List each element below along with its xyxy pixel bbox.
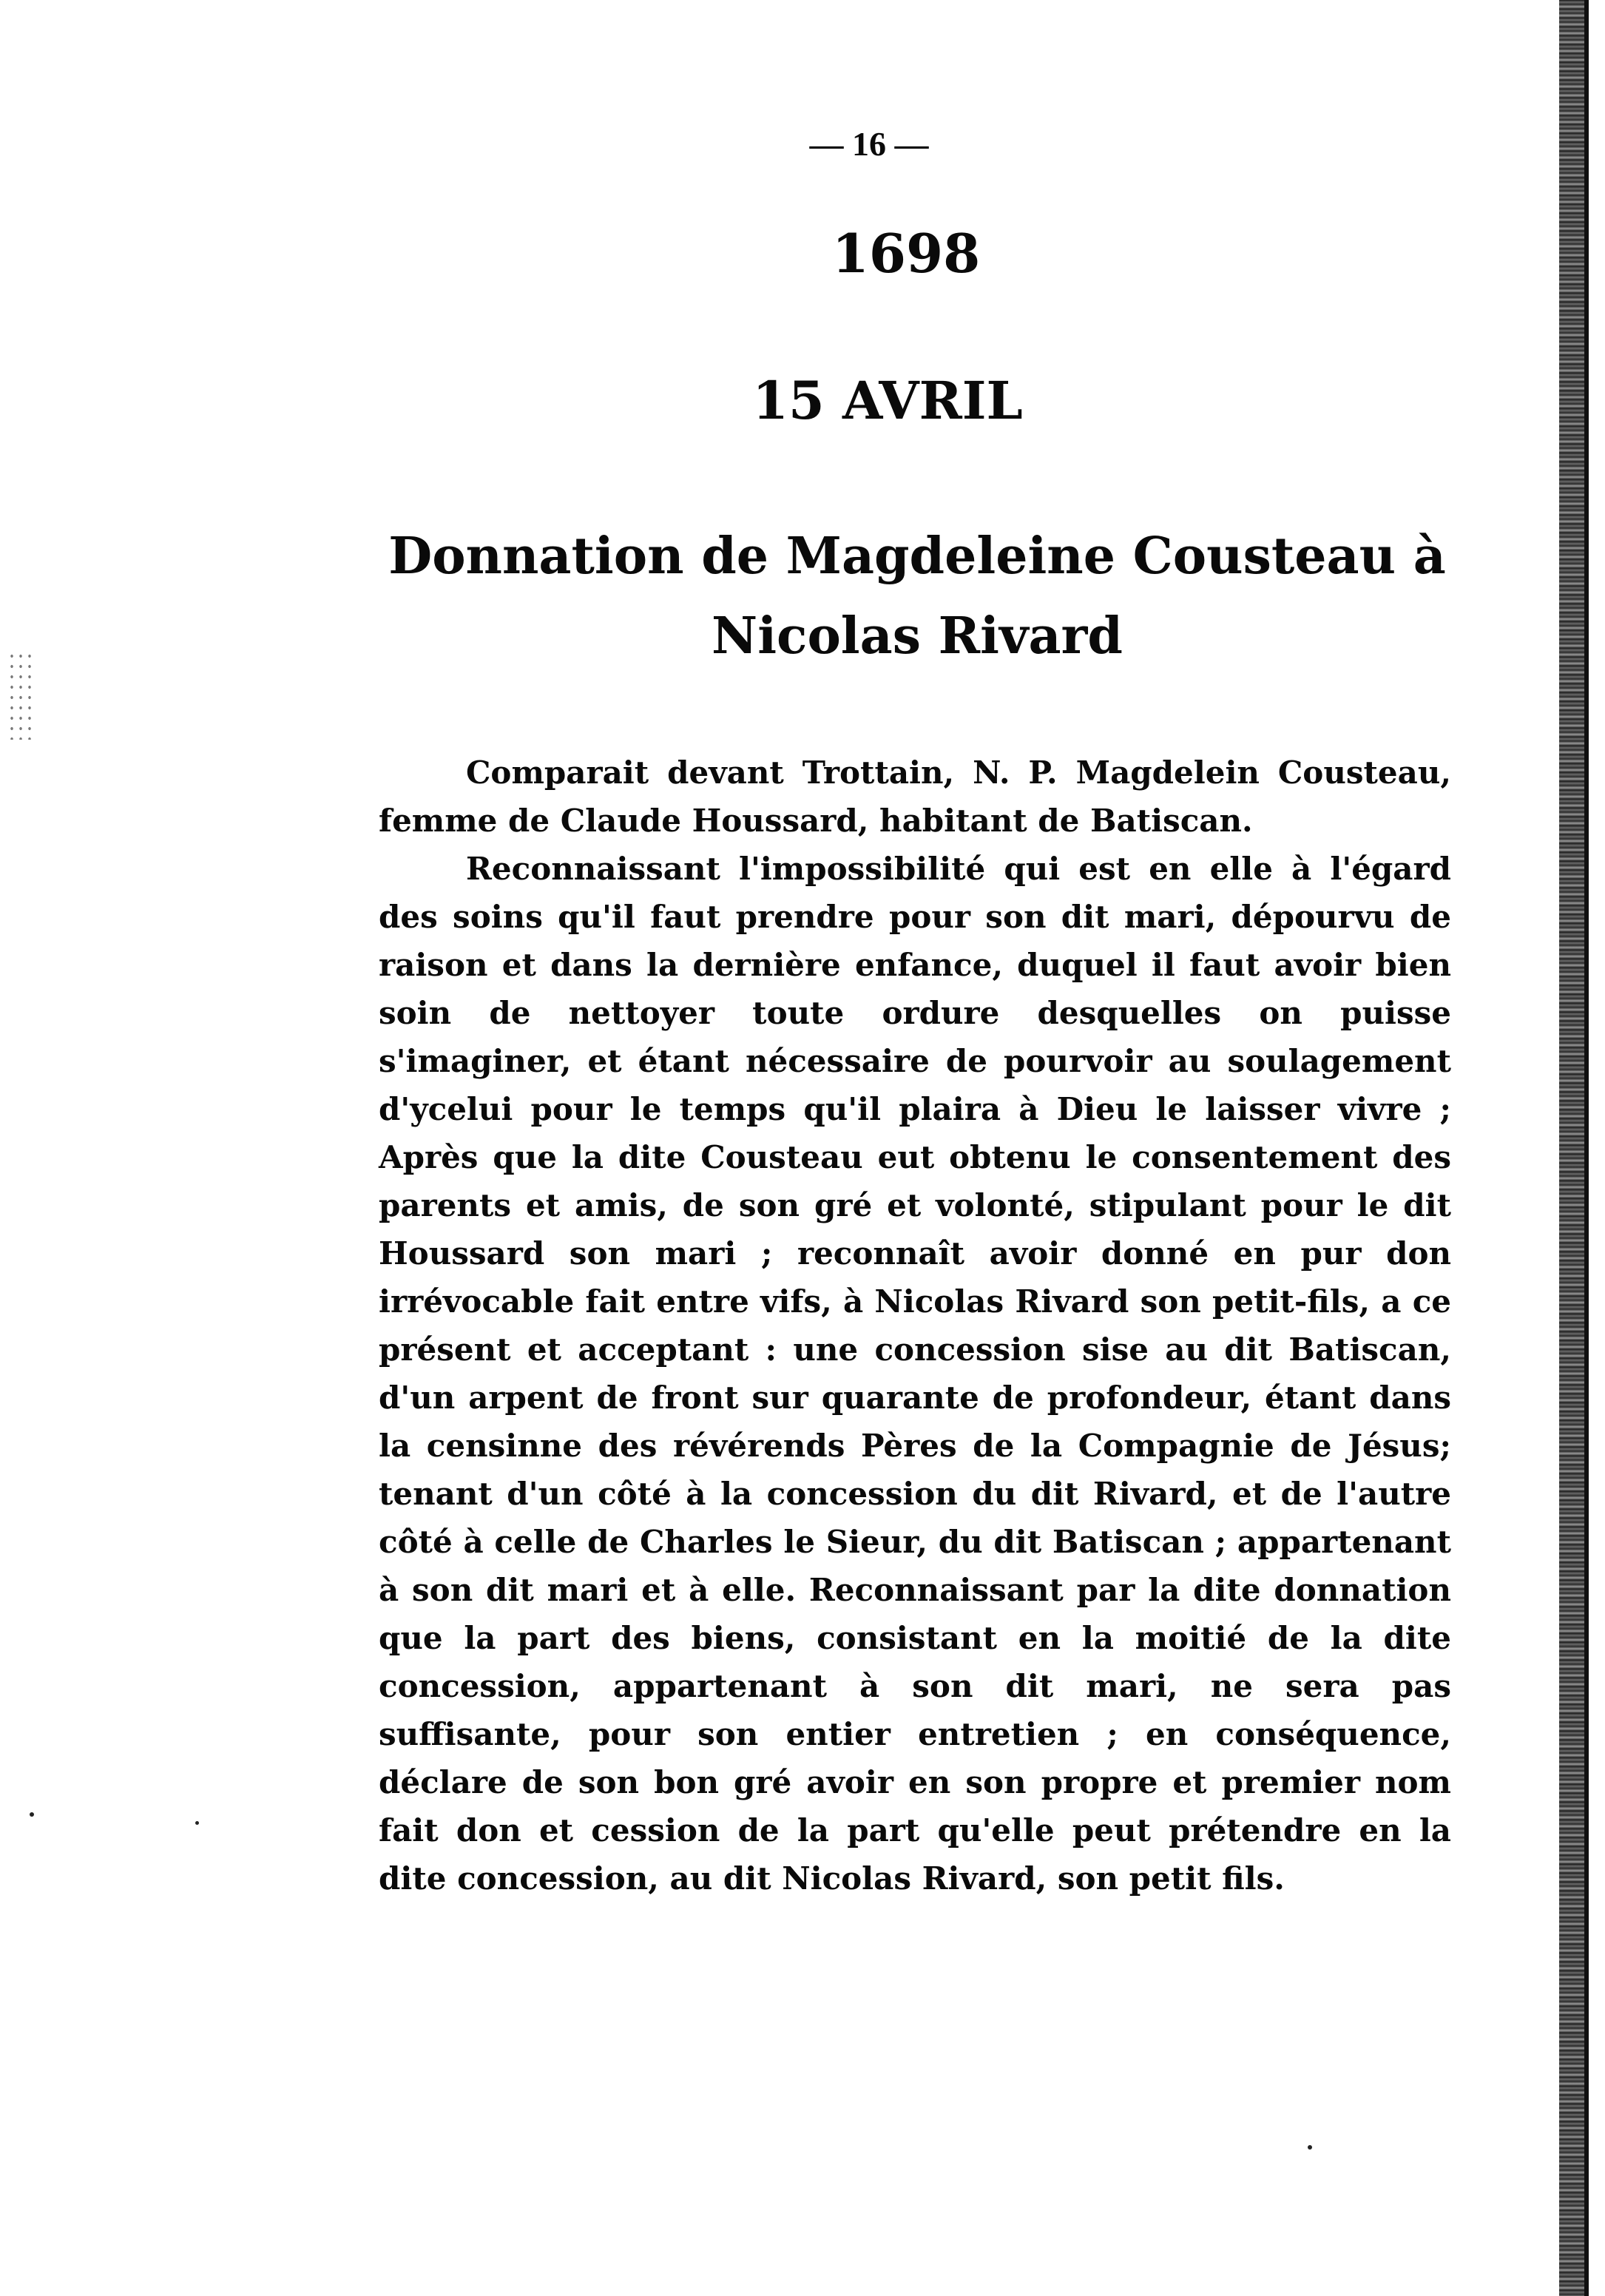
page-spine-edge bbox=[1584, 0, 1589, 2296]
page-number: — 16 — bbox=[809, 125, 929, 163]
date-heading: 15 AVRIL bbox=[752, 370, 1023, 431]
paragraph-2: Reconnaissant l'impossibilité qui est en elle à l'égard des soins qu'il faut prendre pour son dit mari, dépourvu de raison et dans la dernière enfance, duquel il faut avoir bien soin de nettoyer toute ordure desquelles on puisse s'imaginer, et étant nécessaire de pourvoir au soulagement d'ycelui pour le temps qu'il plaira à Dieu le laisser vivre ; Après que la dite Cousteau eut obtenu le consentement des parents et amis, de son gré et volonté, stipulant pour le dit Houssard son mari ; reconnaît avoir donné en pur don irrévocable fait entre vifs, à Nicolas Rivard son petit-fils, a ce présent et acceptant : une concession sise au dit Batiscan, d'un arpent de front sur quarante de profondeur, étant dans la censinne des révérends Pères de la Compagnie de Jésus; tenant d'un côté à la concession du dit Rivard, et de l'autre côté à celle de Charles le Sieur, du dit Batiscan ; appartenant à son dit mari et à elle. Reconnaissant par la dite donnation que la part des biens, consistant en la moitié de la dite concession, appartenant à son dit mari, ne sera pas suffisante, pour son entier entretien ; en conséquence, déclare de son bon gré avoir en son propre et premier nom fait don et cession de la part qu'elle peut prétendre en la dite concession, au dit Nicolas Rivard, son petit fils. bbox=[379, 851, 1451, 1897]
title-line-1: Donnation de Magdeleine Cousteau à bbox=[388, 527, 1446, 586]
margin-speckles bbox=[7, 651, 37, 740]
speck bbox=[1308, 2145, 1312, 2150]
year-heading: 1698 bbox=[831, 222, 981, 285]
title-line-2: Nicolas Rivard bbox=[712, 607, 1123, 666]
document-title bbox=[355, 516, 1479, 676]
speck bbox=[195, 1821, 199, 1825]
page-spine bbox=[1559, 0, 1586, 2296]
speck bbox=[30, 1812, 34, 1817]
body-text bbox=[379, 749, 1451, 1902]
paragraph-1: Comparait devant Trottain, N. P. Magdelein Cousteau, femme de Claude Houssard, habitant de Batiscan. bbox=[379, 754, 1451, 839]
